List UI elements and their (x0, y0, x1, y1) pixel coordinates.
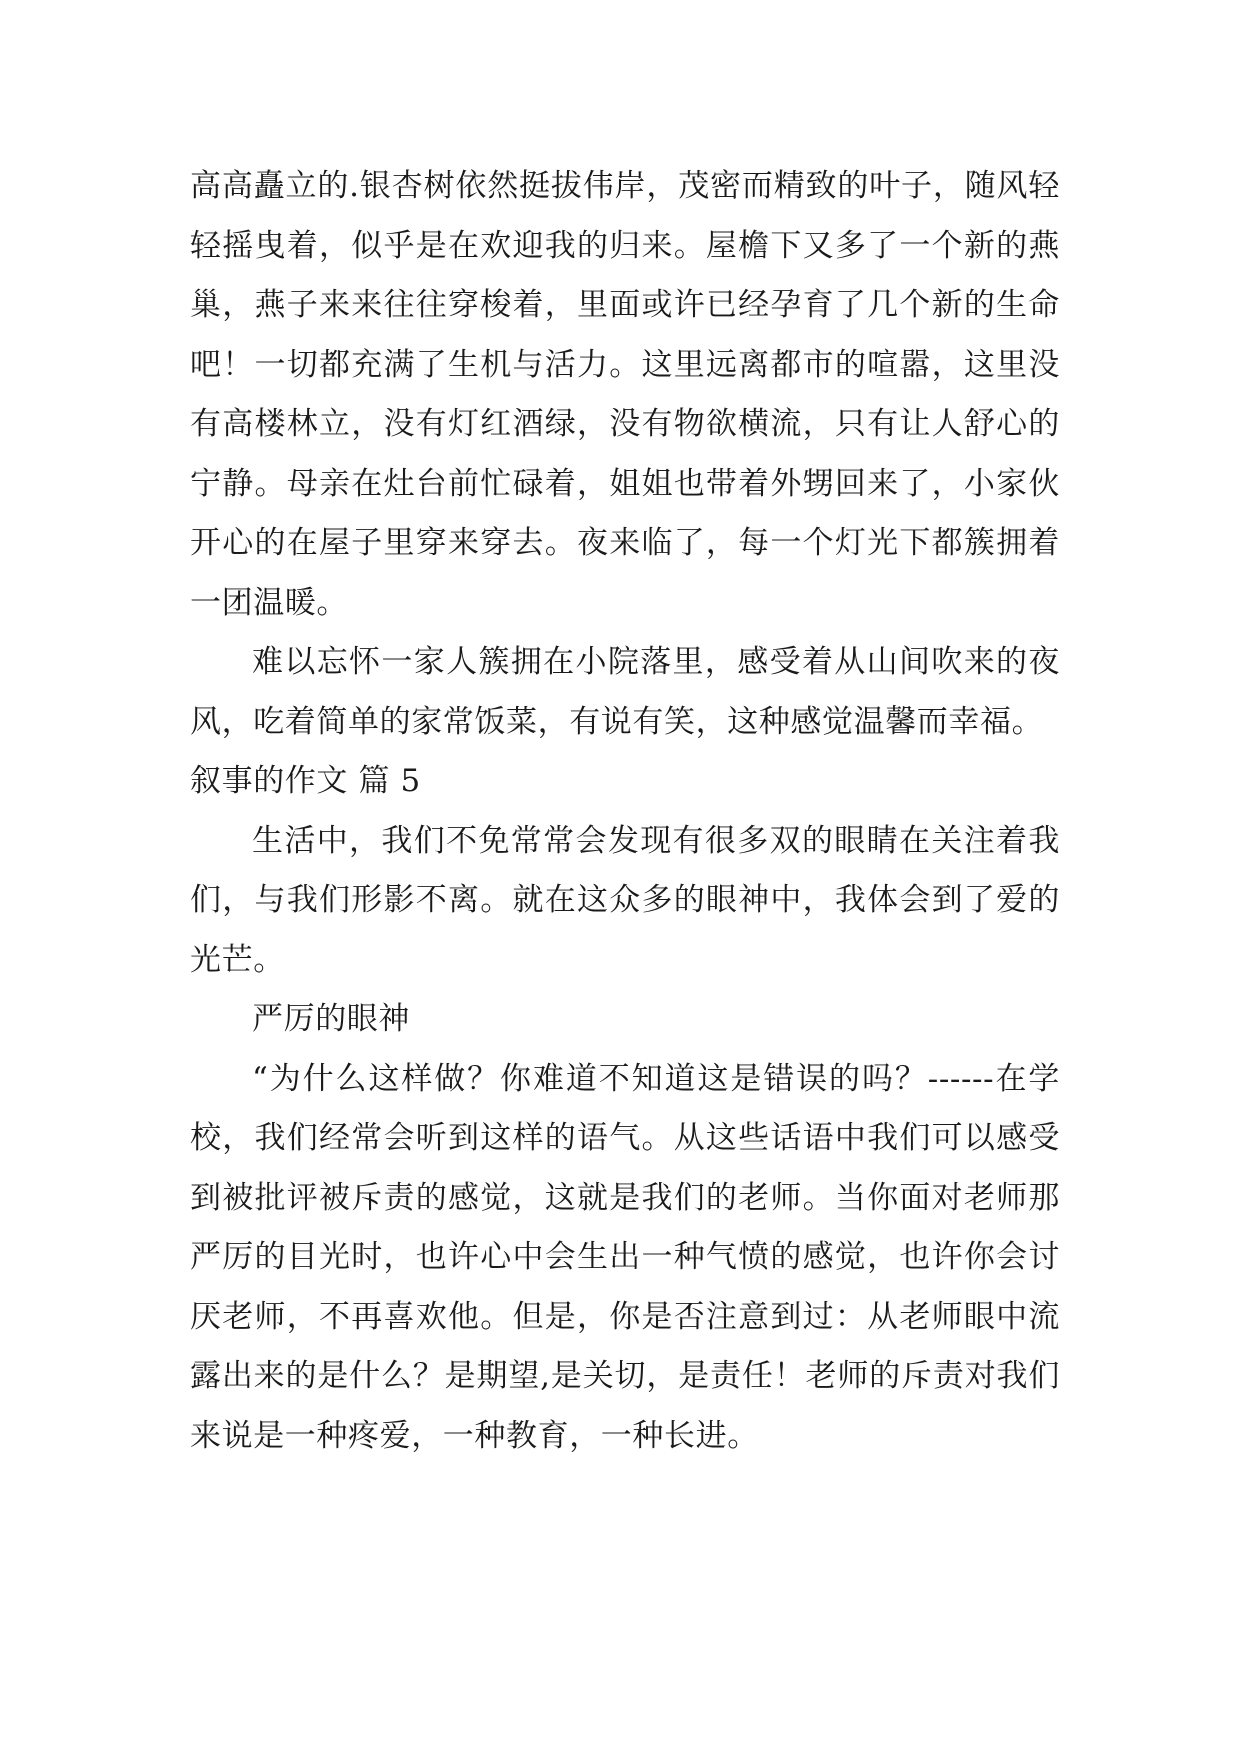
document-body (190, 157, 1060, 1466)
paragraph-continuation: 高高矗立的.银杏树依然挺拔伟岸，茂密而精致的叶子，随风轻轻摇曳着，似乎是在欢迎我的归来。屋檐下又多了一个新的燕巢，燕子来来往往穿梭着，里面或许已经孕育了几个新的生命吧！一切都充满了生机与活力。这里远离都市的喧嚣，这里没有高楼林立，没有灯红酒绿，没有物欲横流，只有让人舒心的宁静。母亲在灶台前忙碌着，姐姐也带着外甥回来了，小家伙开心的在屋子里穿来穿去。夜来临了，每一个灯光下都簇拥着一团温暖。 (190, 168, 1060, 621)
section-heading: 叙事的作文 篇 5 (190, 763, 421, 799)
paragraph-intro: 生活中，我们不免常常会发现有很多双的眼睛在关注着我们，与我们形影不离。就在这众多的眼神中，我体会到了爱的光芒。 (190, 822, 1060, 978)
paragraph-family-evening: 难以忘怀一家人簇拥在小院落里，感受着从山间吹来的夜风，吃着简单的家常饭菜，有说有笑，这种感觉温馨而幸福。 (190, 644, 1060, 740)
paragraph-teacher: “为什么这样做？你难道不知道这是错误的吗？------在学校，我们经常会听到这样的语气。从这些话语中我们可以感受到被批评被斥责的感觉，这就是我们的老师。当你面对老师那严厉的目光时，也许心中会生出一种气愤的感觉，也许你会讨厌老师，不再喜欢他。但是，你是否注意到过：从老师眼中流露出来的是什么？是期望,是关切，是责任！老师的斥责对我们来说是一种疼爱，一种教育，一种长进。 (190, 1060, 1060, 1454)
subheading-strict-look: 严厉的眼神 (252, 1001, 410, 1037)
